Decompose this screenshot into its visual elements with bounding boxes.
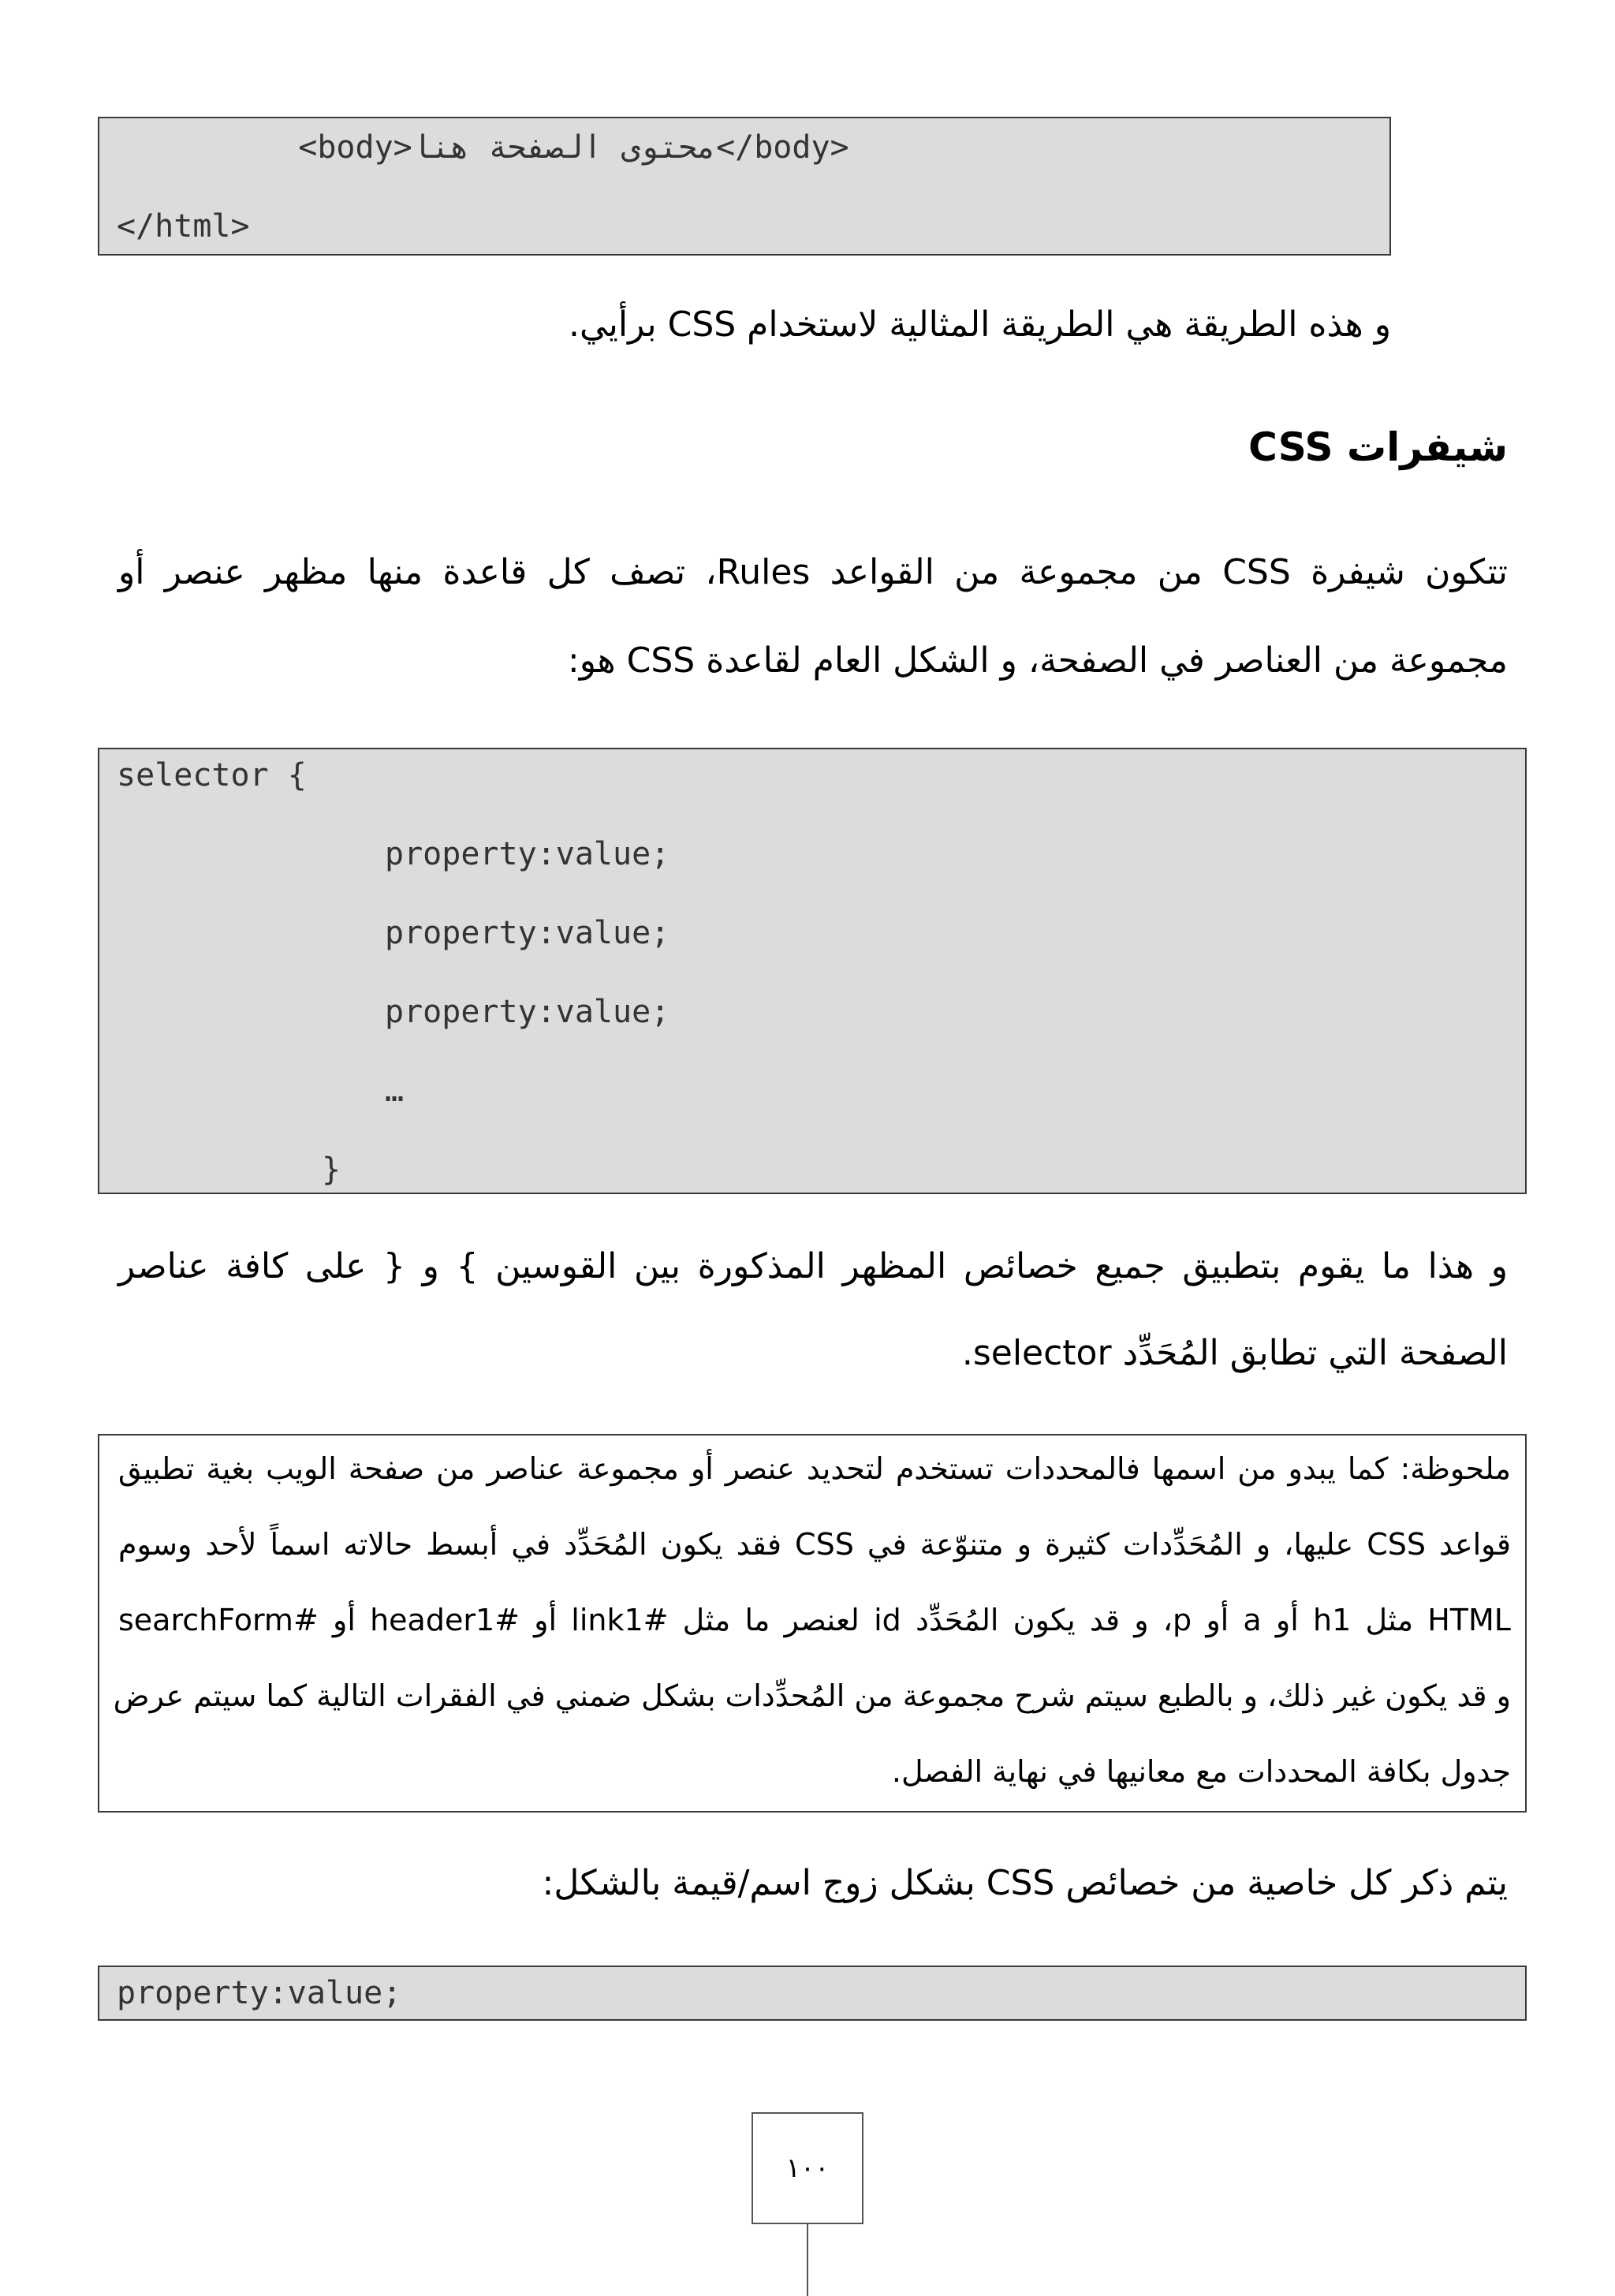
note-line: و قد يكون غير ذلك، و بالطبع سيتم شرح مجموعة من المُحدِّدات بشكل ضمني في الفقرات التالية كما سيتم عرض [113,1678,1511,1713]
code-line: property:value; [117,1975,402,2011]
note-line: ملحوظة: كما يبدو من اسمها فالمحددات تستخدم لتحديد عنصر أو مجموعة عناصر من صفحة الويب بغية تطبيق [118,1451,1511,1486]
code-line: property:value; [385,915,670,951]
note-line: جدول بكافة المحددات مع معانيها في نهاية الفصل. [891,1754,1511,1789]
paragraph-line: مجموعة من العناصر في الصفحة، و الشكل العام لقاعدة CSS هو: [567,640,1508,681]
note-line: HTML مثل h1 أو a أو p، و قد يكون المُحَدِّد id لعنصر ما مثل #link1 أو #header1 أو #searchForm [118,1603,1511,1637]
intro-paragraph: و هذه الطريقة هي الطريقة المثالية لاستخدام CSS برأيي. [568,304,1391,345]
note-box [98,1434,1527,1813]
paragraph-line: تتكون شيفرة CSS من مجموعة من القواعد Rules، تصف كل قاعدة منها مظهر عنصر أو [118,552,1508,592]
page-number: ١٠٠ [752,2112,863,2224]
code-block-property [98,1966,1527,2021]
page-number-connector [807,2224,808,2296]
paragraph-line: و هذا ما يقوم بتطبيق جميع خصائص المظهر المذكورة بين القوسين } و { على كافة عناصر [118,1246,1508,1286]
section-heading: شيفرات CSS [1248,424,1508,470]
code-line: <body>محتوى الصفحة هنا</body> [241,129,849,166]
code-line: selector { [117,757,307,793]
code-line: } [322,1152,341,1188]
code-line: property:value; [385,994,670,1030]
note-line: قواعد CSS عليها، و المُحَدِّدات كثيرة و متنوّعة في CSS فقد يكون المُحَدِّد في أبسط حالاته اسماً لأحد وسوم [118,1527,1511,1562]
code-line: property:value; [385,836,670,872]
code-line: … [385,1073,405,1109]
code-line: </html> [117,208,250,245]
code-block-html-end [98,117,1391,256]
paragraph-line: الصفحة التي تطابق المُحَدِّد selector. [961,1333,1508,1373]
property-intro-paragraph: يتم ذكر كل خاصية من خصائص CSS بشكل زوج اسم/قيمة بالشكل: [542,1863,1508,1903]
code-block-css-rule [98,748,1527,1194]
